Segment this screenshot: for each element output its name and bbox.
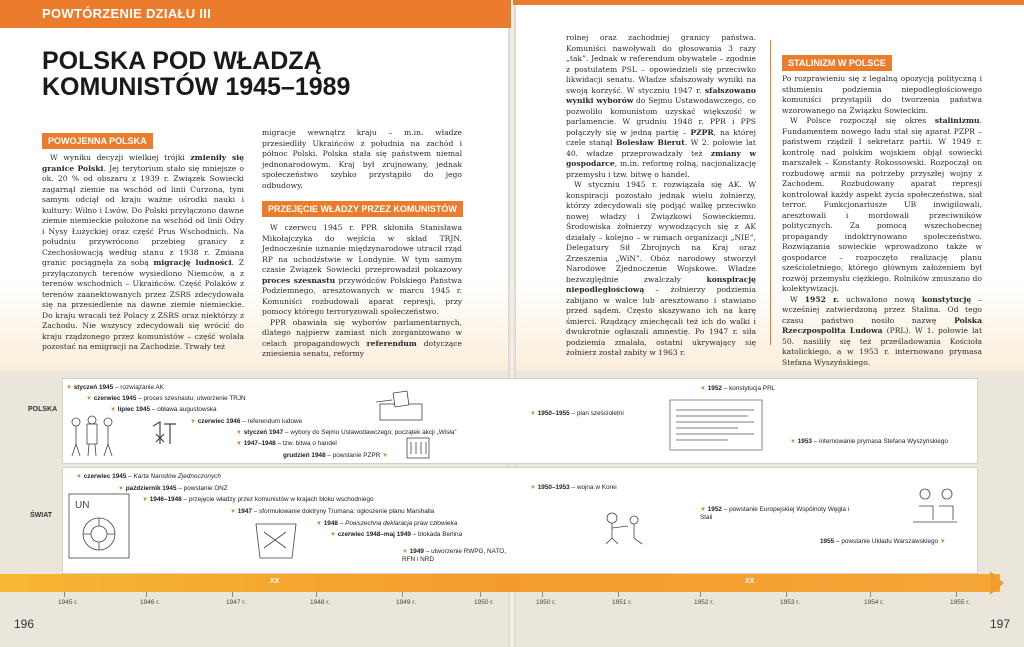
year-tick [480,592,481,597]
paragraph: rolnej oraz zachodniej granicy państwa. Komuniści nawoływali do głosowania 3 razy „tak”. Jednak w referendum obywatele – zgodnie z postulatem PSL – opowiedzieli się przeciwko likwidacji senatu. Władze sfałszowały wyniki na swoją korzyść. W styczniu 1947 r. sfałszowano wyniki wyborów do Sejmu Ustawodawczego, co pozwoliło komunistom uzyskać większość w parlamencie. W grudniu 1948 r. PPR i PPS połączyły się w jedną partię – PZPR, na której czele stanął Bolesław Bierut. W 2. połowie lat 40. władze przeprowadzały też zmiany w gospodarce, m.in. reformę rolną, nacjonalizację przemysłu i tzw. bitwę o handel. [566,33,756,179]
paragraph: PPR obawiała się wyborów parlamentarnych, dlatego najpierw zamiast nich zorganizowano w celach propagandowych referendum dotyczące zniesienia senatu, reformy [262,317,462,358]
year-tick [618,592,619,597]
timeline-event: ▼ lipiec 1945 – obława augustowska [110,406,217,413]
marker-icon: ▼ [939,539,946,545]
timeline-event: ▼ 1947 – sformułowanie doktryny Trumana; ogłoszenie planu Marshalla [230,508,435,515]
page-number-left: 196 [14,617,35,631]
timeline-event: ▼ czerwiec 1948–maj 1949 – blokada Berlina [330,531,463,538]
timeline-event: ▼ czerwiec 1946 – referendum ludowe [190,418,303,425]
timeline-event: ▼ 1947–1948 – tzw. bitwa o handel [236,440,337,447]
year-label: 1951 r. [612,599,632,606]
paragraph: W Polsce rozpoczął się okres stalinizmu. Fundamentem nowego ładu stał się aparat PZPR – państwem rządził I sekretarz partii. W 1949 r. kontrolę nad polskim wojskiem objął sowiecki marszałek – Konstanty Rokossowski. Rozpoczął on rozbudowę armii na potrzeby przyszłej wojny z Zachodem. Rozbudowany aparat represji kontrolował każdy aspekt życia społeczeństwa, siał terror. Funkcjonariusze UB inwigilowali, aresztowali i mordowali przeciwników politycznych. Za pomocą wszechobecnej propagandy indoktrynowano społeczeństwo. Rozwiązania sowieckie wprowadzono także w gospodarce – rozpoczęto realizację planu sześcioletniego, którego głównym założeniem był rozwój przemysłu ciężkiego. Rolników zmuszano do kolektywizacji. [782,116,982,293]
row-label-polska: POLSKA [28,406,58,413]
year-label: 1955 r. [950,599,970,606]
text-column-2a [262,128,462,191]
year-tick [786,592,787,597]
people-illustration [66,412,120,458]
marker-icon: ▼ [142,497,148,503]
marker-icon: ▼ [700,386,706,392]
marker-icon: ▼ [790,439,796,445]
text-column-4 [782,74,982,368]
timeline-event: ▼ 1950–1955 – plan sześcioletni [530,410,624,417]
year-label: 1948 r. [310,599,330,606]
timeline-event: ▼ czerwiec 1945 – proces szesnastu; utworzenie TRJN [86,395,246,402]
marker-icon: ▼ [236,430,242,436]
svg-text:UN: UN [75,500,90,511]
marker-icon: ▼ [330,532,336,538]
year-label: 1954 r. [864,599,884,606]
page-number-right: 197 [990,617,1011,631]
timeline-event: 1955 – powstanie Układu Warszawskiego ▼ [820,538,946,545]
timeline-axis-arrow [990,571,1004,595]
paragraph: W 1952 r. uchwalono nową konstytucję – wcześniej zatwierdzoną przez Stalina. Od tego czasu państwo nosiło nazwę Polska Rzeczpospolita Ludowa (PRL). W 1. połowie lat 50. nasiliły się też prześladowania Kościoła katolickiego, a w 1953 r. internowano prymasa Stefana Wyszyńskiego. [782,294,982,367]
year-tick [870,592,871,597]
year-label: 1950 r. [474,599,494,606]
section-label: POWTÓRZENIE DZIAŁU III [42,6,212,21]
timeline-axis [0,574,1000,592]
marker-icon: ▼ [316,521,322,527]
timeline-event: grudzień 1948 – powstanie PZPR ▼ [283,452,389,459]
year-tick [542,592,543,597]
constitution-document-icon [668,396,764,454]
marshall-plan-poster-icon [252,518,300,562]
marker-icon: ▼ [382,453,389,459]
year-tick [402,592,403,597]
year-label: 1950 r. [536,599,556,606]
timeline-event: ▼ 1950–1953 – wojna w Korei [530,484,617,491]
timeline-event: ▼ czerwiec 1945 – Karta Narodów Zjednoczonych [76,473,221,480]
century-label: XX [270,578,280,585]
marker-icon: ▼ [236,441,242,447]
korea-war-illustration [598,508,650,546]
marker-icon: ▼ [190,419,196,425]
text-column-2b [262,223,462,360]
year-label: 1953 r. [780,599,800,606]
year-label: 1946 r. [140,599,160,606]
marker-icon: ▼ [86,396,92,402]
timeline-event: ▼ 1949 – utworzenie RWPG, NATO, RFN i NRD [402,548,506,563]
marker-icon: ▼ [110,407,116,413]
paragraph: Po rozprawieniu się z legalną opozycją polityczną i stłumieniu podziemia niepodległościowego komuniści przystąpili do tworzenia państwa wzorowanego na Związku Sowieckim. [782,74,982,115]
timeline-event: ▼ 1946–1948 – przejęcie władzy przez komunistów w krajach bloku wschodniego [142,496,374,503]
heading-stalinizm: STALINIZM W POLSCE [782,55,892,71]
year-tick [316,592,317,597]
title-line: KOMUNISTÓW 1945–1989 [42,73,351,101]
title-line: POLSKA POD WŁADZĄ [42,47,322,75]
year-label: 1949 r. [396,599,416,606]
year-tick [146,592,147,597]
marker-icon: ▼ [700,507,706,513]
marker-icon: ▼ [76,474,82,480]
year-label: 1947 r. [226,599,246,606]
marker-icon: ▼ [66,385,72,391]
paragraph: migracje wewnątrz kraju – m.in. władze przesiedliły Ukraińców z południa na zachód i północ Polski. Polska stała się państwem niemal jednonarodowym. Kraj był zrujnowany, jednak społeczeństwo szybko przystąpiło do jego odbudowy. [262,128,462,190]
timeline-event: ▼ styczeń 1947 – wybory do Sejmu Ustawodawczego; początek akcji „Wisła” [236,429,457,436]
year-label: 1945 r. [58,599,78,606]
heading-przejecie: PRZEJĘCIE WŁADZY PRZEZ KOMUNISTÓW [262,201,463,217]
marker-icon: ▼ [118,486,124,492]
timeline-event: ▼ październik 1945 – powstanie ONZ [118,485,228,492]
page-title [42,48,422,100]
year-tick [700,592,701,597]
marker-icon: ▼ [530,411,536,417]
text-column-3 [566,33,756,359]
shop-sign-icon [405,436,431,460]
paragraph: W styczniu 1945 r. rozwiązała się AK. W konspiracji pozostało jednak wielu żołnierzy, którzy zdecydowali się podjąć walkę przeciwko nowej władzy i Związkowi Sowieckiemu. Środowiska żołnierzy wywodzących się z AK działały – kolejno – w ramach organizacji „NIE”, Delegatury Sił Zbrojnych na Kraj oraz Zrzeszenia „WiN”. Obóz narodowy stworzył Narodowe Zjednoczenie Wojskowe. Władze bezwzględnie zwalczały konspirację niepodległościową – żołnierzy podziemia zabijano w walce lub aresztowano i stawiano przed sądem. Często skazywano ich na karę śmierci. Rządzący zniechęcali też ich do walki i dwukrotnie ogłaszali amnestię. Po 1947 r. siła podziemia zmalała, ostatni ukrywający się żołnierz został zabity w 1963 r. [566,180,756,357]
pact-signing-illustration [905,482,965,534]
paragraph: W czerwcu 1945 r. PPR skłoniła Stanisława Mikołajczyka do wejścia w skład TRJN. Jednocześnie uznanie międzynarodowe utracił rząd RP na uchodźstwie w Londynie. W tym samym czasie Związek Sowiecki przeprowadził pokazowy proces szesnastu przywódców Polskiego Państwa Podziemnego, aresztowanych w marcu 1945 r. Komuniści rozbudowali aparat represji, przy pomocy którego terroryzowali społeczeństwo. [262,223,462,316]
row-label-swiat: ŚWIAT [30,512,53,519]
heading-powojenna: POWOJENNA POLSKA [42,133,153,149]
timeline-event: ▼ 1952 – konstytucja PRL [700,385,776,392]
marker-icon: ▼ [530,485,536,491]
century-label: XX [745,578,755,585]
timeline-event: ▼ 1952 – powstanie Europejskiej Wspólnoty Węgla i Stali [700,506,850,521]
year-tick [232,592,233,597]
ballot-box-icon [372,388,430,422]
column-divider [770,40,771,345]
un-emblem-icon [67,490,131,562]
marker-icon: ▼ [230,509,236,515]
year-tick [64,592,65,597]
year-tick [956,592,957,597]
text-column-1 [42,153,244,353]
marker-icon: ▼ [402,549,408,555]
paragraph: W wyniku decyzji wielkiej trójki zmieniły się granice Polski. Jej terytorium stało się mniejsze o ok. 20 % od obszaru z 1939 r. Związek Sowiecki zagarnął ziemie na wschód od linii Curzona, tym samym odciął od kraju ważne ośrodki nauki i kultury: Wilno i Lwów. Do Polski przyłączono dawne ziemie niemieckie położone na wschód od linii Odry i Nysy Łużyckiej oraz część Prus Wschodnich. Na południu przywrócono przebieg granicy z Czechosłowacją według stanu z 1938 r. Zmiana granic pociągnęła za sobą migrację ludności. Z przyłączonych terenów wysiedlono Niemców, a z terenów wschodnich – Ukraińców. Część Polaków z terenów zaanektowanych przez ZSRS zdecydowała się na przesiedlenie na dawne ziemie niemieckie. Do kraju wracali też Polacy z ZSRS oraz niektórzy z Zachodu. Nie wszyscy zdecydowali się wrócić do kraju rządzonego przez komunistów – część wolała pozostać na emigracji na Zachodzie. Trwały też [42,153,244,351]
year-label: 1952 r. [694,599,714,606]
timeline-event: ▼ styczeń 1945 – rozwiązanie AK [66,384,164,391]
timeline-event: ▼ 1948 – Powszechna deklaracja praw człowieka [316,520,458,527]
referendum-tak-icon [150,418,182,448]
section-header-bar-right [513,0,1024,5]
timeline-event: ▼ 1953 – internowanie prymasa Stefana Wyszyńskiego [790,438,948,445]
